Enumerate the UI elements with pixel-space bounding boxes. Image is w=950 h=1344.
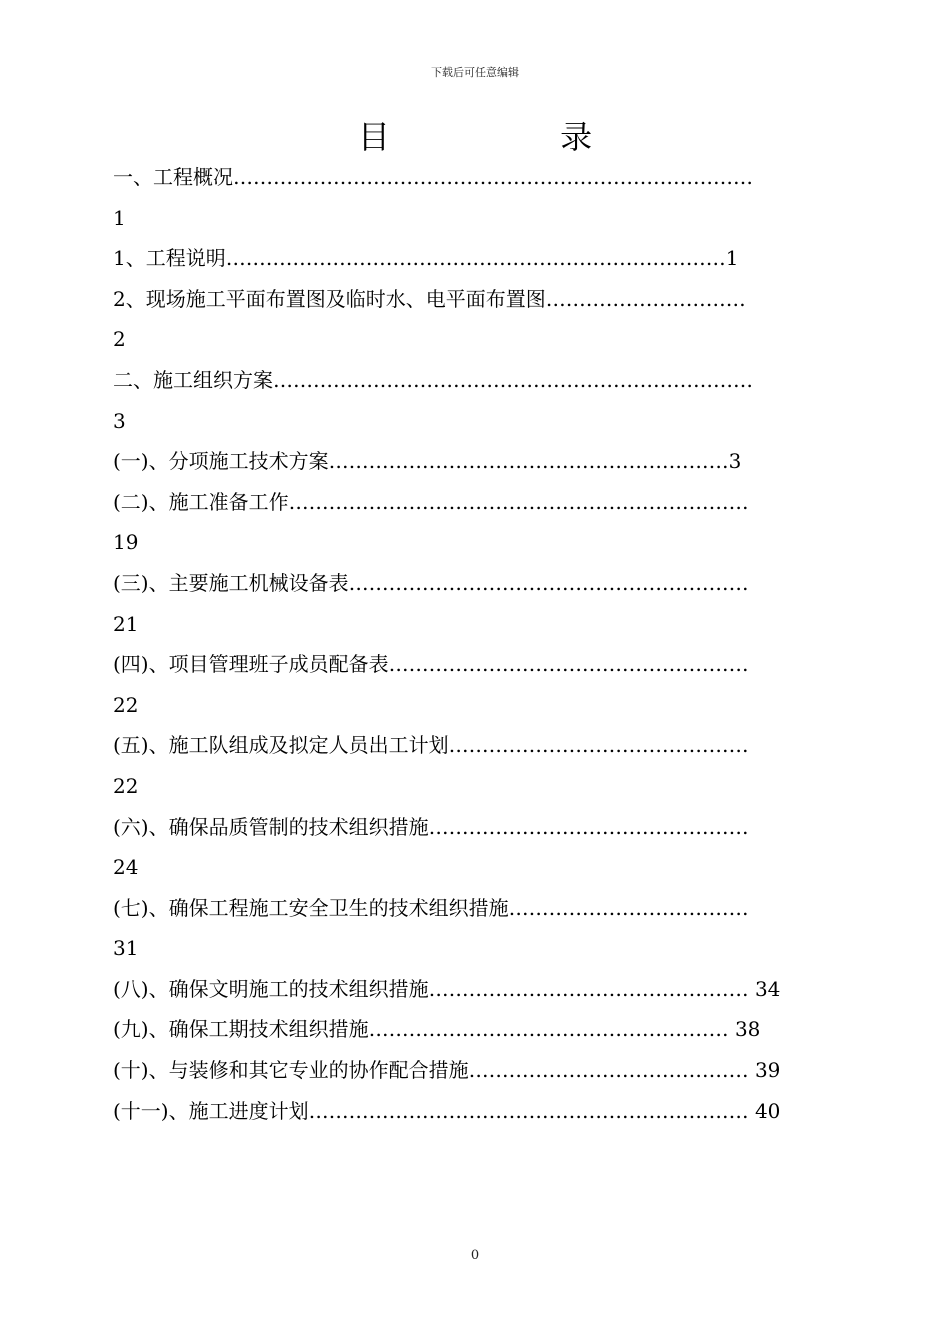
table-of-contents bbox=[113, 157, 833, 1131]
toc-line[interactable] bbox=[113, 1009, 833, 1050]
toc-text: (五)、施工队组成及拟定人员出工计划……………………………………… bbox=[113, 733, 749, 758]
toc-page-number: 2 bbox=[113, 327, 126, 352]
toc-line[interactable] bbox=[113, 319, 833, 360]
toc-line[interactable] bbox=[113, 360, 833, 401]
toc-text: (八)、确保文明施工的技术组织措施………………………………………… 34 bbox=[113, 976, 781, 1001]
toc-text: 二、施工组织方案……………………………………………………………… bbox=[113, 367, 753, 392]
toc-line[interactable] bbox=[113, 563, 833, 604]
toc-page-number: 21 bbox=[113, 611, 139, 636]
toc-line[interactable] bbox=[113, 401, 833, 442]
toc-line[interactable] bbox=[113, 279, 833, 320]
page-header: 下载后可任意编辑 bbox=[431, 66, 519, 79]
toc-line[interactable] bbox=[113, 441, 833, 482]
toc-line[interactable] bbox=[113, 847, 833, 888]
toc-line[interactable] bbox=[113, 969, 833, 1010]
toc-line[interactable] bbox=[113, 1091, 833, 1132]
toc-line[interactable] bbox=[113, 888, 833, 929]
toc-text: (七)、确保工程施工安全卫生的技术组织措施……………………………… bbox=[113, 895, 749, 920]
toc-line[interactable] bbox=[113, 807, 833, 848]
toc-page-number: 3 bbox=[113, 408, 126, 433]
toc-line[interactable] bbox=[113, 928, 833, 969]
toc-text: 2、现场施工平面布置图及临时水、电平面布置图………………………… bbox=[113, 286, 746, 311]
toc-text: 一、工程概况…………………………………………………………………… bbox=[113, 165, 753, 189]
toc-text: (十)、与装修和其它专业的协作配合措施…………………………………… 39 bbox=[113, 1058, 781, 1083]
toc-line[interactable] bbox=[113, 644, 833, 685]
toc-title: 目 录 bbox=[357, 118, 673, 156]
toc-page-number: 22 bbox=[113, 692, 139, 717]
toc-page-number: 31 bbox=[113, 936, 139, 961]
toc-text: (十一)、施工进度计划………………………………………………………… 40 bbox=[113, 1098, 781, 1123]
toc-line[interactable] bbox=[113, 482, 833, 523]
toc-page-number: 19 bbox=[113, 530, 139, 555]
toc-line[interactable] bbox=[113, 725, 833, 766]
toc-page-number: 1 bbox=[113, 205, 126, 230]
toc-text: (三)、主要施工机械设备表…………………………………………………… bbox=[113, 570, 749, 595]
toc-line[interactable] bbox=[113, 766, 833, 807]
toc-line[interactable] bbox=[113, 157, 833, 198]
toc-line[interactable] bbox=[113, 1050, 833, 1091]
toc-text: (六)、确保品质管制的技术组织措施………………………………………… bbox=[113, 814, 749, 839]
toc-line[interactable] bbox=[113, 685, 833, 726]
footer-page-number: 0 bbox=[470, 1248, 480, 1263]
toc-text: (二)、施工准备工作…………………………………………………………… bbox=[113, 489, 749, 514]
toc-line[interactable] bbox=[113, 604, 833, 645]
toc-line[interactable] bbox=[113, 198, 833, 239]
toc-text: (一)、分项施工技术方案……………………………………………………3 bbox=[113, 449, 742, 474]
toc-page-number: 22 bbox=[113, 773, 139, 798]
toc-text: (九)、确保工期技术组织措施……………………………………………… 38 bbox=[113, 1017, 761, 1042]
toc-line[interactable] bbox=[113, 238, 833, 279]
toc-text: 1、工程说明…………………………………………………………………1 bbox=[113, 246, 739, 271]
toc-text: (四)、项目管理班子成员配备表……………………………………………… bbox=[113, 652, 749, 677]
toc-line[interactable] bbox=[113, 522, 833, 563]
toc-page-number: 24 bbox=[113, 855, 139, 880]
